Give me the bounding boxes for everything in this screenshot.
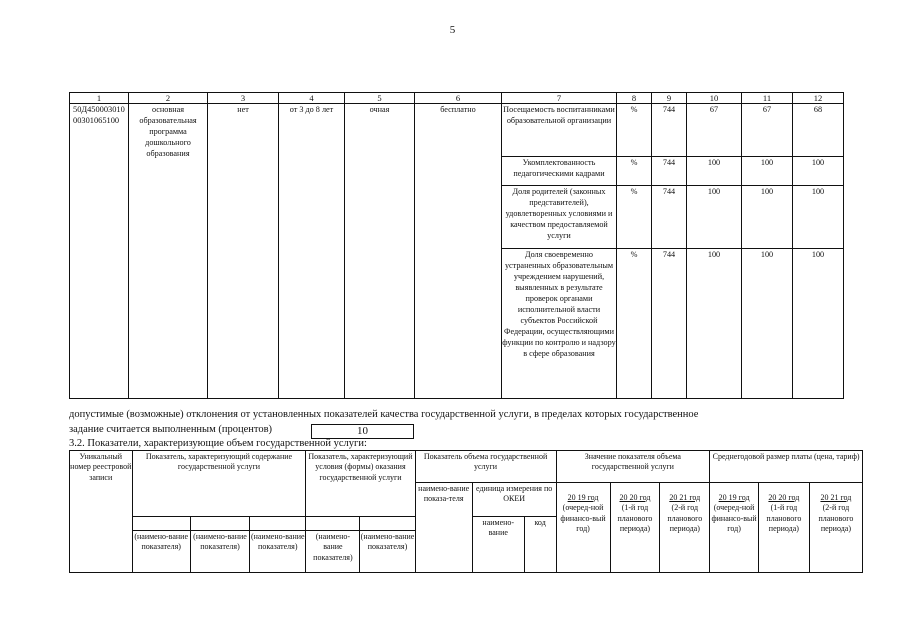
col3-value: нет — [208, 104, 279, 399]
indicator-code: 744 — [652, 186, 687, 249]
indicator-unit: % — [617, 249, 652, 399]
year-label: 20 19 год — [567, 493, 599, 502]
year-sub: (1-й год планового периода) — [617, 503, 653, 534]
value-year3: 100 — [793, 186, 844, 249]
year-sub: (1-й год планового периода) — [766, 503, 802, 534]
year-sub: (2-й год планового периода) — [667, 503, 703, 534]
value-year1: 100 — [687, 157, 742, 186]
col-num: 3 — [208, 93, 279, 104]
header-unit-name: наимено-вание — [472, 517, 524, 573]
indicator-unit: % — [617, 104, 652, 157]
spacer-cell — [360, 517, 415, 531]
col-num: 2 — [129, 93, 208, 104]
col-num: 10 — [687, 93, 742, 104]
spacer-cell — [306, 517, 360, 531]
param-label: (наимено-вание показателя) — [250, 531, 306, 573]
year-sub: (2-й год планового периода) — [818, 503, 854, 534]
year-col — [809, 483, 862, 573]
indicator-name: Укомплектованность педагогическими кадрами — [502, 157, 617, 186]
value-year3: 100 — [793, 157, 844, 186]
spacer-cell — [250, 517, 306, 531]
param-label: (наимено-вание показателя) — [360, 531, 415, 573]
col-num: 12 — [793, 93, 844, 104]
program-name: основная образовательная программа дошкольного образования — [129, 104, 208, 399]
param-label: (наимено-вание показателя) — [132, 531, 190, 573]
year-col — [660, 483, 710, 573]
value-year2: 100 — [742, 157, 793, 186]
indicator-code: 744 — [652, 249, 687, 399]
header-volume: Показатель объема государственной услуги — [415, 451, 556, 483]
year-label: 20 21 год — [820, 493, 852, 502]
indicator-code: 744 — [652, 104, 687, 157]
header-volume-value: Значение показателя объема государственной услуги — [556, 451, 710, 483]
value-year1: 100 — [687, 186, 742, 249]
header-content: Показатель, характеризующий содержание государственной услуги — [132, 451, 306, 517]
year-label: 20 20 год — [768, 493, 800, 502]
header-indicator-name: наимено-вание показа-теля — [415, 483, 472, 573]
col-num: 9 — [652, 93, 687, 104]
col-num: 7 — [502, 93, 617, 104]
header-registry: Уникальный номер реестровой записи — [70, 451, 133, 573]
spacer-cell — [190, 517, 249, 531]
col-num: 5 — [345, 93, 415, 104]
indicator-name: Посещаемость воспитанниками образовательной организации — [502, 104, 617, 157]
year-sub: (очеред-ной финансо-вый год) — [560, 503, 606, 534]
col-num: 11 — [742, 93, 793, 104]
value-year2: 100 — [742, 186, 793, 249]
tolerance-text-line1: допустимые (возможные) отклонения от установленных показателей качества государственной услуги, в пределах которых государственное — [69, 409, 699, 420]
registry-number: 50Д450003010 00301065100 — [70, 104, 129, 399]
indicator-name: Доля родителей (законных представителей), удовлетворенных условиями и качеством предоставляемой услуги — [502, 186, 617, 249]
col-num: 4 — [279, 93, 345, 104]
year-label: 20 21 год — [669, 493, 701, 502]
year-col — [710, 483, 759, 573]
value-year3: 100 — [793, 249, 844, 399]
col-num: 1 — [70, 93, 129, 104]
section-title: 3.2. Показатели, характеризующие объем государственной услуги: — [69, 438, 367, 449]
param-label: (наимено-вание показателя) — [306, 531, 360, 573]
value-year1: 100 — [687, 249, 742, 399]
year-sub: (очеред-ной финансо-вый год) — [711, 503, 757, 534]
header-unit-okei: единица измерения по ОКЕИ — [472, 483, 556, 517]
value-year3: 68 — [793, 104, 844, 157]
year-col — [610, 483, 660, 573]
year-label: 20 19 год — [718, 493, 750, 502]
column-number-row — [70, 93, 844, 104]
year-label: 20 20 год — [619, 493, 651, 502]
value-year1: 67 — [687, 104, 742, 157]
header-conditions: Показатель, характеризующий условия (формы) оказания государственной услуги — [306, 451, 415, 517]
quality-indicators-table — [69, 92, 844, 399]
indicator-unit: % — [617, 186, 652, 249]
header-unit-code: код — [524, 517, 556, 573]
age-range: от 3 до 8 лет — [279, 104, 345, 399]
indicator-name: Доля своевременно устраненных образовательным учреждением нарушений, выявленных в результате проверок органами исполнительной власти субъектов Российской Федерации, осуществляющими функции по контролю и надзору в сфере образования — [502, 249, 617, 399]
param-label: (наимено-вание показателя) — [190, 531, 249, 573]
spacer-cell — [132, 517, 190, 531]
volume-indicators-table — [69, 450, 863, 573]
year-col — [556, 483, 610, 573]
tolerance-text-line2: задание считается выполненным (процентов) — [69, 424, 273, 435]
indicator-code: 744 — [652, 157, 687, 186]
payment-type: бесплатно — [415, 104, 502, 399]
header-fee: Среднегодовой размер платы (цена, тариф) — [710, 451, 863, 483]
col-num: 6 — [415, 93, 502, 104]
table-row — [70, 104, 844, 157]
col-num: 8 — [617, 93, 652, 104]
page-number: 5 — [449, 24, 456, 36]
value-year2: 100 — [742, 249, 793, 399]
year-col — [758, 483, 809, 573]
indicator-unit: % — [617, 157, 652, 186]
value-year2: 67 — [742, 104, 793, 157]
tolerance-value-box: 10 — [311, 424, 414, 439]
education-form: очная — [345, 104, 415, 399]
